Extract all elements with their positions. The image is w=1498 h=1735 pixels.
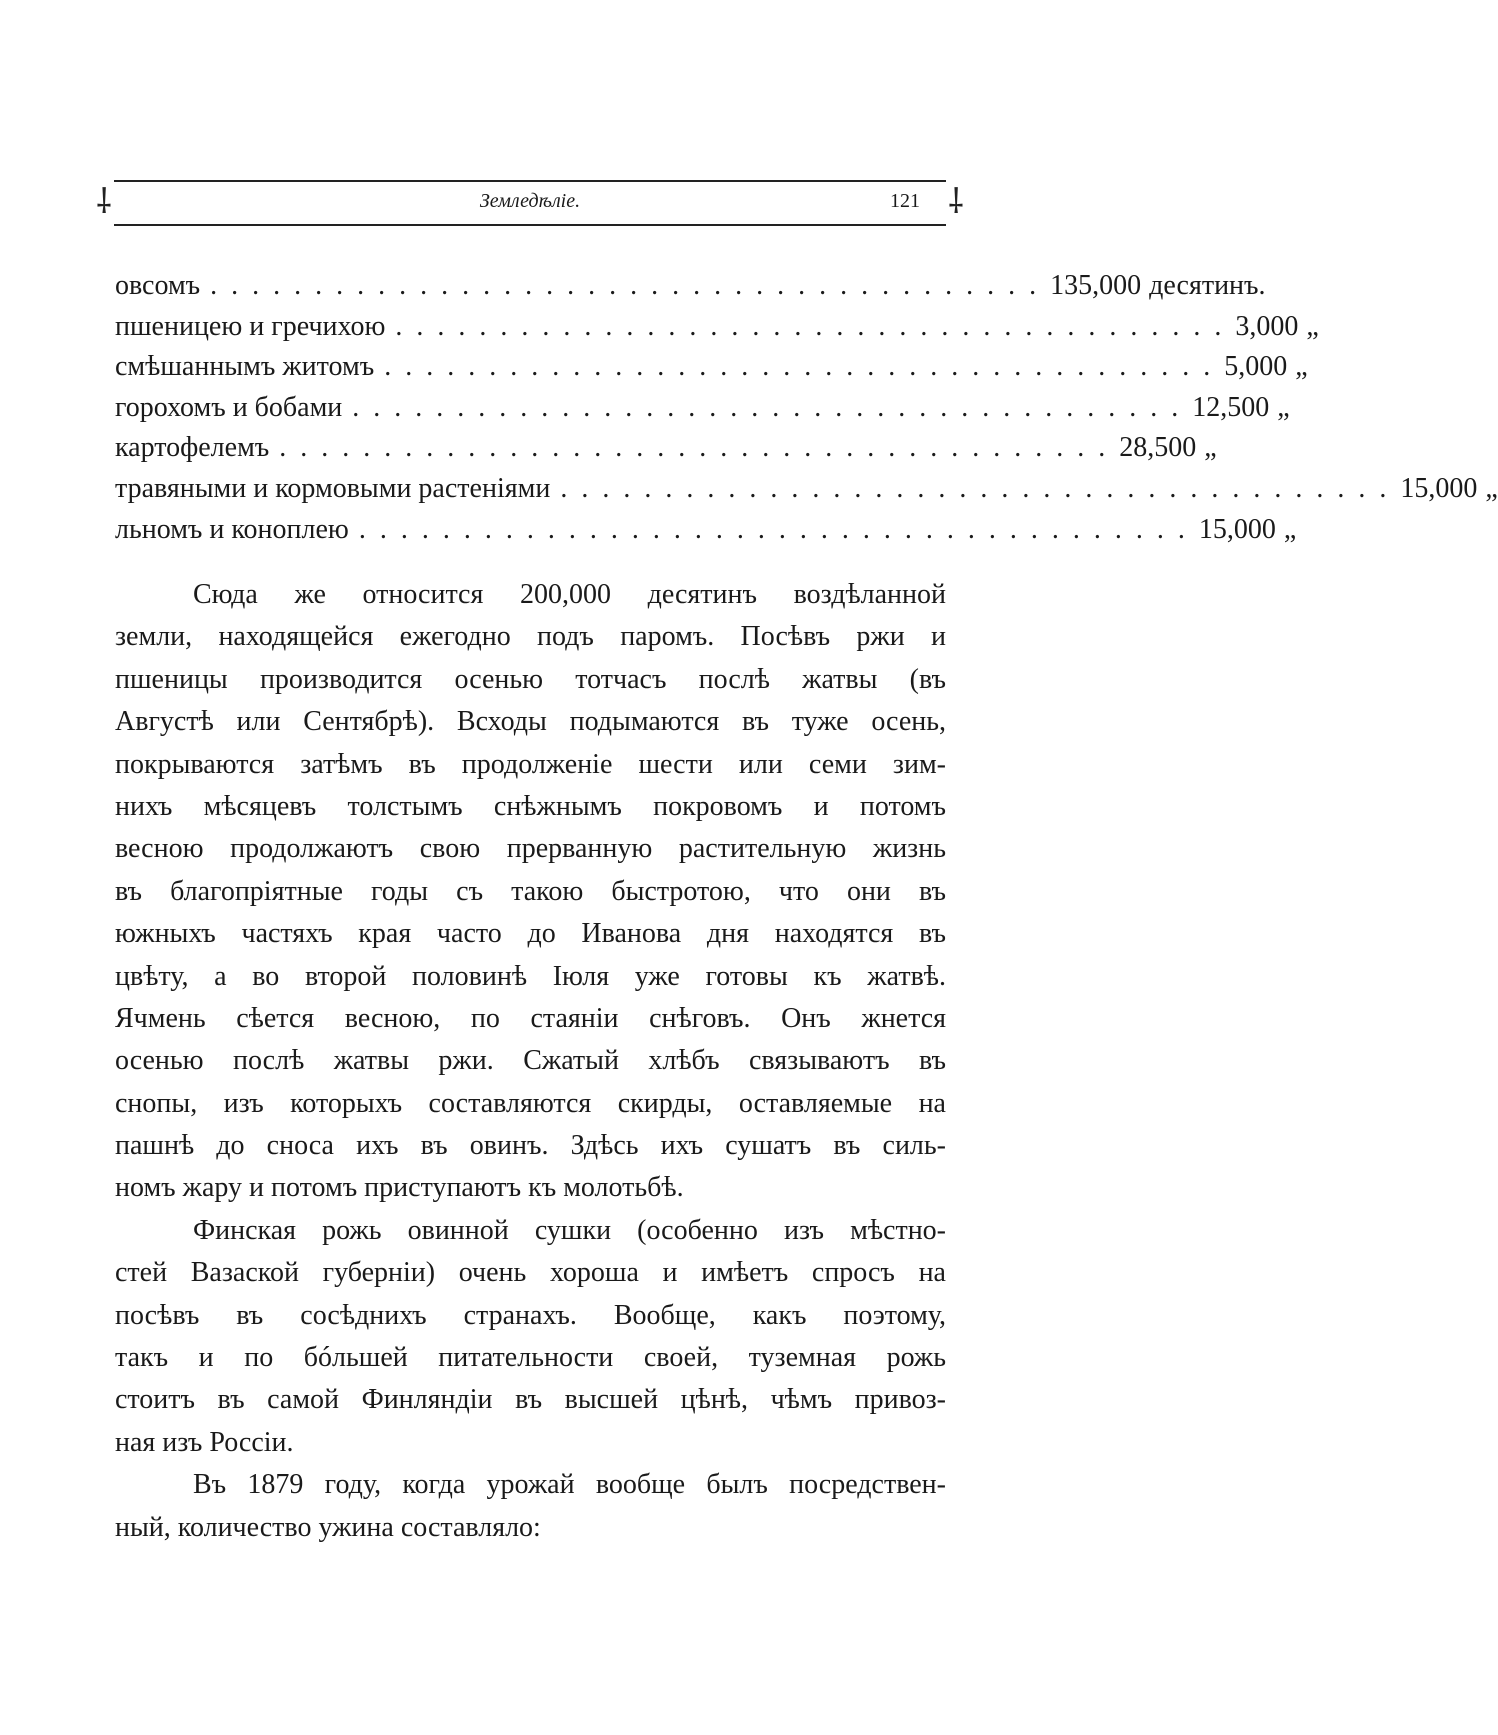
text-line [115,998,946,1040]
text-line-content: номъ жару и потомъ приступаютъ къ молотьбѣ. [115,1172,684,1204]
body-text [115,574,946,1549]
text-line-content: стей Вазаской губерніи) очень хороша и имѣетъ спросъ на [115,1257,946,1289]
text-line-content: осенью послѣ жатвы ржи. Сжатый хлѣбъ связываютъ въ [115,1045,946,1077]
table-row [115,266,1266,307]
text-line [115,1083,946,1125]
text-line [115,871,946,913]
leader-dots: ........................................ [384,351,1225,383]
text-line-content: южныхъ частяхъ края часто до Иванова дня находятся въ [115,918,946,950]
text-line [115,1125,946,1167]
leader-dots: ........................................ [395,310,1236,342]
text-line-content: посѣвъ въ сосѣднихъ странахъ. Вообще, какъ поэтому, [115,1299,946,1331]
text-line [115,1040,946,1082]
table-row [115,388,1290,429]
text-line [115,701,946,743]
text-line-content: покрываются затѣмъ въ продолженіе шести или семи зим- [115,748,946,780]
table-row [115,347,1308,388]
text-line-content: весною продолжаютъ свою прерванную растительную жизнь [115,833,946,865]
crop-label: смѣшаннымъ житомъ [115,351,375,383]
crop-label: овсомъ [115,270,201,301]
ornament-left-icon: ⸸ [96,184,112,221]
text-line-content: Сюда же относится 200,000 десятинъ воздѣланной [193,579,946,610]
ornament-right-icon: ⸸ [948,184,964,221]
text-line [115,786,946,828]
area-value: 5,000 [1224,351,1288,383]
crop-label: горохомъ и бобами [115,391,343,423]
text-line-content: Въ 1879 году, когда урожай вообще былъ посредствен- [193,1469,946,1501]
text-line [115,574,946,616]
text-line-content: ный, количество ужина составляло: [115,1511,541,1543]
text-line [115,744,946,786]
text-line [115,1210,946,1252]
text-line [115,1295,946,1337]
text-line-content: Ячмень сѣется весною, по стаяніи снѣговъ. Онъ жнется [115,1002,946,1034]
text-line [115,1507,946,1549]
text-line [115,1464,946,1506]
crop-label: пшеницею и гречихою [115,310,386,342]
text-line [115,828,946,870]
text-line [115,1337,946,1379]
header-rule-bottom [114,224,946,226]
text-line-content: пашнѣ до сноса ихъ въ овинъ. Здѣсь ихъ сушатъ въ силь- [115,1130,946,1162]
unit-label: „ [1485,472,1498,504]
text-line-content: стоитъ въ самой Финляндіи въ высшей цѣнѣ, чѣмъ привоз- [115,1384,946,1416]
text-line [115,1379,946,1421]
running-header [96,178,964,228]
crop-area-table [115,266,1498,550]
text-line-content: въ благопріятные годы съ такою быстротою, что они въ [115,875,946,907]
text-line [115,1252,946,1294]
text-line-content: цвѣту, а во второй половинѣ Іюля уже готовы къ жатвѣ. [115,960,946,992]
text-line [115,956,946,998]
text-line-content: земли, находящейся ежегодно подъ паромъ. Посѣвъ ржи и [115,621,946,653]
text-line-content: Августѣ или Сентябрѣ). Всходы подымаются въ туже осень, [115,706,946,738]
unit-label: „ [1277,391,1290,423]
area-value: 28,500 [1119,432,1197,464]
crop-label: льномъ и коноплею [115,513,349,545]
text-line-content: ная изъ Россіи. [115,1426,294,1458]
unit-label: десятинъ. [1149,270,1266,301]
leader-dots: ........................................ [352,391,1193,423]
area-value: 15,000 [1400,472,1478,504]
text-line [115,1167,946,1209]
table-row [115,469,1498,510]
text-line [115,616,946,658]
area-value: 135,000 [1050,270,1142,301]
text-line-content: нихъ мѣсяцевъ толстымъ снѣжнымъ покровомъ и потомъ [115,790,946,822]
leader-dots: ........................................ [560,472,1401,504]
crop-label: картофелемъ [115,432,270,464]
unit-label: „ [1204,432,1217,464]
leader-dots: ........................................ [279,432,1120,464]
text-line-content: Финская рожь овинной сушки (особенно изъ мѣстно- [193,1214,946,1246]
table-row [115,510,1297,551]
header-rule-top [114,180,946,182]
table-row [115,307,1319,348]
unit-label: „ [1283,513,1297,545]
leader-dots: ........................................ [210,270,1051,301]
area-value: 15,000 [1198,513,1276,545]
area-value: 3,000 [1235,310,1299,342]
text-line [115,1422,946,1464]
text-line [115,659,946,701]
area-value: 12,500 [1192,391,1270,423]
crop-label: травяными и кормовыми растеніями [115,472,551,504]
running-title: Земледѣліе. [479,190,581,212]
text-line-content: такъ и по бóльшей питательности своей, туземная рожь [115,1342,946,1374]
text-line-content: пшеницы производится осенью тотчасъ послѣ жатвы (въ [115,663,946,695]
unit-label: „ [1306,310,1319,342]
table-row [115,428,1217,469]
leader-dots: ........................................ [358,513,1199,545]
text-line [115,913,946,955]
page-number: 121 [890,190,920,212]
text-line-content: снопы, изъ которыхъ составляются скирды, оставляемые на [115,1087,946,1119]
unit-label: „ [1295,351,1308,383]
